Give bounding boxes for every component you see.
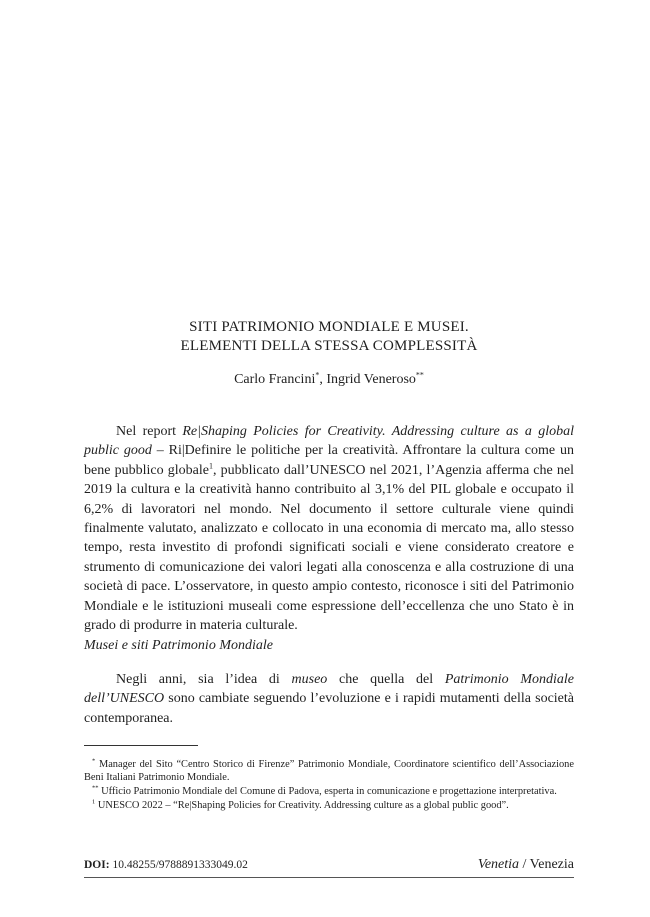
footnote-1-marker: * [92,757,96,765]
footnote-ref-1[interactable]: 1 [208,461,213,471]
chapter-title-line-2: ELEMENTI DELLA STESSA COMPLESSITÀ [180,338,478,354]
publisher-line [478,857,574,873]
paragraph-1 [84,422,574,635]
footnote-3-text: UNESCO 2022 – “Re|Shaping Policies for Creativity. Addressing culture as a global public good”. [95,800,509,811]
patrimonio-term: Patrimonio Mondiale dell’UNESCO [84,672,574,707]
paragraph-2-intro: Negli anni, sia l’idea di [116,672,292,687]
author-1-marker: * [315,370,320,380]
report-title: Re|Shaping Policies for Creativity. Addressing culture as a global public good [84,424,574,459]
footnote-2 [84,785,574,798]
doi-value[interactable]: 10.48255/9788891333049.02 [109,859,248,871]
paragraph-1-intro: Nel report [116,424,183,439]
paragraph-1-after-title: – Ri|Definire le politiche per la creatività. Affrontare la cultura come un bene pubblico globale [84,443,574,478]
paragraph-2 [84,670,574,728]
paragraph-1-rest: , pubblicato dall’UNESCO nel 2021, l’Agenzia afferma che nel 2019 la cultura e la creatività hanno contribuito al 3,1% del PIL globale e occupato il 6,2% di lavoratori nel mondo. Nel documento il settore culturale viene quindi finalmente valutato, analizzato e collocato in una economia di mercato ma, allo stesso tempo, resta investito di profondi significati sociali e viene considerato creatore e strumento di comunicazione dei valori legati alla conoscenza e alla costruzione di una società di pace. L’osservatore, in questo ampio contesto, riconosce i siti del Patrimonio Mondiale e le istituzioni museali come espressione dell’eccellenza che uno Stato è in grado di produrre in materia culturale. [84,462,574,634]
footnote-3 [84,799,574,812]
doi-label: DOI: [84,859,110,871]
doi-line [84,859,248,871]
footnote-2-text: Ufficio Patrimonio Mondiale del Comune di Padova, esperta in comunicazione e progettazione interpretativa. [98,786,557,797]
paragraph-2-rest: sono cambiate seguendo l’evoluzione e i rapidi mutamenti della società contemporanea. [84,691,574,726]
footnote-3-marker: 1 [92,798,96,806]
footer-divider [84,877,574,878]
publisher-name: Venetia [477,857,520,872]
section-heading: Musei e siti Patrimonio Mondiale [84,638,273,653]
chapter-title [84,318,574,356]
author-line [84,371,574,389]
author-2: Ingrid Veneroso [326,372,416,387]
paragraph-2-middle: che quella del [327,672,445,687]
footnote-2-marker: ** [92,784,99,792]
footnote-divider [84,745,198,746]
author-1: Carlo Francini [234,372,316,387]
footnote-1-text: Manager del Sito “Centro Storico di Firenze” Patrimonio Mondiale, Coordinatore scientifico dell’Associazione Beni Italiani Patrimonio Mondiale. [84,759,574,783]
museo-term: museo [291,672,328,687]
author-2-marker: ** [415,370,424,380]
author-separator: , [319,372,327,387]
chapter-title-line-1: SITI PATRIMONIO MONDIALE E MUSEI. [189,319,469,335]
footnote-1 [84,758,574,784]
publisher-city: / Venezia [519,857,574,872]
footnotes [84,758,574,813]
